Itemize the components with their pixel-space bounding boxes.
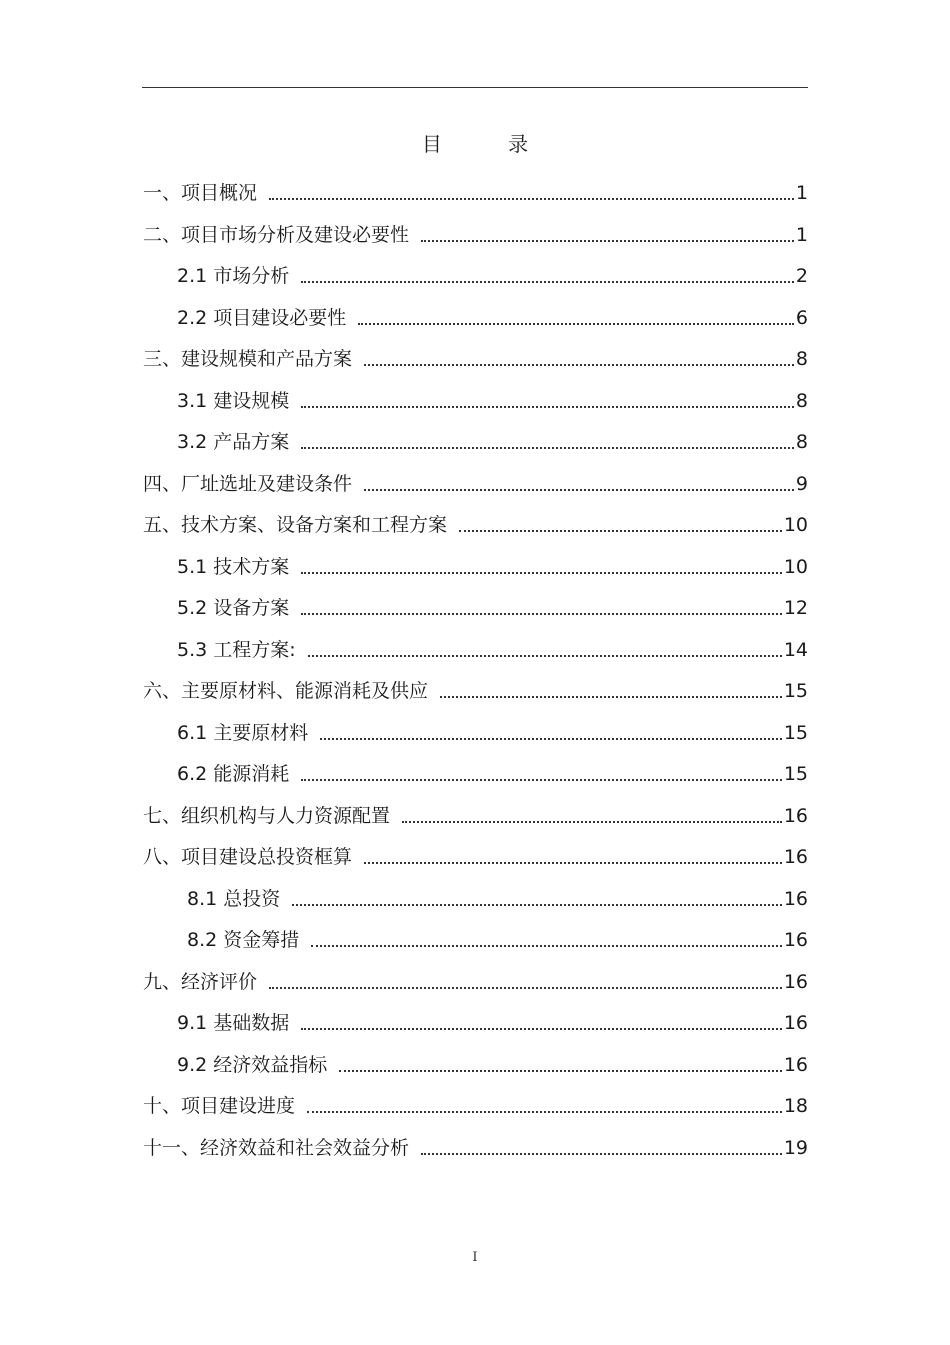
- toc-entry[interactable]: [0, 720, 950, 746]
- toc-entry-page: 8: [795, 431, 808, 453]
- toc-entry-page: 15: [783, 763, 808, 785]
- toc-leader-dots: [402, 803, 782, 823]
- toc-leader-dots: [421, 1135, 782, 1155]
- toc-entry[interactable]: [0, 969, 950, 995]
- toc-leader-dots: [301, 761, 782, 781]
- toc-entry-page: 1: [795, 182, 808, 204]
- toc-entry-page: 16: [783, 846, 808, 868]
- toc-entry[interactable]: [0, 1010, 950, 1036]
- toc-entry-label: 6.2 能源消耗: [177, 763, 290, 785]
- toc-entry-label: 一、项目概况: [143, 182, 258, 204]
- toc-entry[interactable]: [0, 429, 950, 455]
- toc-entry-page: 14: [783, 638, 808, 661]
- toc-entry-page: 6: [795, 306, 808, 329]
- toc-entry[interactable]: [0, 637, 950, 663]
- toc-leader-dots: [308, 637, 782, 657]
- toc-leader-dots: [364, 844, 782, 864]
- toc-entry-label: 8.2 资金筹措: [187, 929, 300, 951]
- toc-entry[interactable]: [0, 346, 950, 372]
- toc-entry-page: 16: [783, 929, 808, 951]
- toc-entry-page: 9: [795, 472, 808, 495]
- toc-entry-page: 16: [783, 1012, 808, 1034]
- toc-leader-dots: [301, 595, 782, 615]
- toc-leader-dots: [421, 222, 794, 242]
- toc-entry-label: 3.1 建设规模: [177, 389, 290, 412]
- toc-entry-label: 2.1 市场分析: [177, 265, 290, 287]
- toc-entry-page: 16: [783, 970, 808, 993]
- toc-entry[interactable]: [0, 222, 950, 248]
- toc-entry-page: 12: [783, 597, 808, 619]
- toc-entry[interactable]: [0, 1093, 950, 1119]
- toc-entry-page: 18: [783, 1095, 808, 1117]
- toc-entry-page: 8: [795, 389, 808, 412]
- toc-entry-page: 10: [783, 555, 808, 578]
- toc-leader-dots: [301, 1010, 782, 1030]
- toc-entry-label: 七、组织机构与人力资源配置: [143, 804, 391, 827]
- toc-entry[interactable]: [0, 471, 950, 497]
- toc-entry-label: 四、厂址选址及建设条件: [143, 472, 353, 495]
- toc-entry-label: 八、项目建设总投资框算: [143, 846, 353, 868]
- toc-entry-label: 3.2 产品方案: [177, 431, 290, 453]
- page-number: I: [472, 1250, 478, 1265]
- toc-leader-dots: [440, 678, 782, 698]
- toc-entry-label: 六、主要原材料、能源消耗及供应: [143, 680, 429, 702]
- toc-entry-page: 1: [795, 223, 808, 246]
- toc-entry[interactable]: [0, 1052, 950, 1078]
- toc-leader-dots: [339, 1052, 782, 1072]
- toc-leader-dots: [292, 886, 782, 906]
- toc-leader-dots: [311, 927, 782, 947]
- toc-entry[interactable]: [0, 1135, 950, 1161]
- toc-entry-page: 8: [795, 348, 808, 370]
- toc-entry-label: 三、建设规模和产品方案: [143, 348, 353, 370]
- toc-entry-label: 十、项目建设进度: [143, 1095, 296, 1117]
- toc-entry[interactable]: [0, 263, 950, 289]
- toc-entry[interactable]: [0, 803, 950, 829]
- toc-entry[interactable]: [0, 595, 950, 621]
- toc-entry-label: 5.3 工程方案:: [177, 638, 296, 661]
- toc-title: 目 录: [421, 132, 559, 156]
- toc-entry-label: 9.1 基础数据: [177, 1012, 290, 1034]
- toc-entry[interactable]: [0, 886, 950, 912]
- toc-entry-page: 19: [783, 1136, 808, 1159]
- toc-leader-dots: [301, 263, 794, 283]
- toc-leader-dots: [269, 969, 782, 989]
- toc-entry[interactable]: [0, 761, 950, 787]
- toc-entry-page: 16: [783, 1053, 808, 1076]
- toc-leader-dots: [459, 512, 782, 532]
- toc-entry-label: 2.2 项目建设必要性: [177, 306, 347, 329]
- toc-entry-label: 5.2 设备方案: [177, 597, 290, 619]
- toc-entry-label: 9.2 经济效益指标: [177, 1053, 328, 1076]
- toc-leader-dots: [301, 388, 794, 408]
- toc-entry[interactable]: [0, 927, 950, 953]
- toc-leader-dots: [301, 554, 782, 574]
- toc-entry[interactable]: [0, 388, 950, 414]
- toc-entry-page: 10: [783, 514, 808, 536]
- toc-entry[interactable]: [0, 180, 950, 206]
- toc-entry[interactable]: [0, 678, 950, 704]
- toc-entry-label: 九、经济评价: [143, 970, 258, 993]
- toc-entry[interactable]: [0, 844, 950, 870]
- toc-leader-dots: [364, 346, 794, 366]
- toc-leader-dots: [358, 305, 794, 325]
- toc-entry-label: 十一、经济效益和社会效益分析: [143, 1136, 410, 1159]
- toc-entry-label: 6.1 主要原材料: [177, 721, 309, 744]
- toc-entry-label: 五、技术方案、设备方案和工程方案: [143, 514, 448, 536]
- toc-entry-page: 16: [783, 804, 808, 827]
- toc-entry[interactable]: [0, 512, 950, 538]
- toc-entry-label: 5.1 技术方案: [177, 555, 290, 578]
- toc-entry-page: 15: [783, 721, 808, 744]
- toc-entry-page: 16: [783, 887, 808, 910]
- toc-entry-page: 2: [795, 265, 808, 287]
- toc-leader-dots: [269, 180, 794, 200]
- toc-entry[interactable]: [0, 554, 950, 580]
- toc-entry-label: 二、项目市场分析及建设必要性: [143, 223, 410, 246]
- toc-entry-page: 15: [783, 680, 808, 702]
- toc-leader-dots: [320, 720, 782, 740]
- header-rule: [142, 87, 808, 88]
- toc-leader-dots: [307, 1093, 782, 1113]
- toc-entry[interactable]: [0, 305, 950, 331]
- toc-leader-dots: [364, 471, 794, 491]
- toc-leader-dots: [301, 429, 794, 449]
- toc-entry-label: 8.1 总投资: [187, 887, 281, 910]
